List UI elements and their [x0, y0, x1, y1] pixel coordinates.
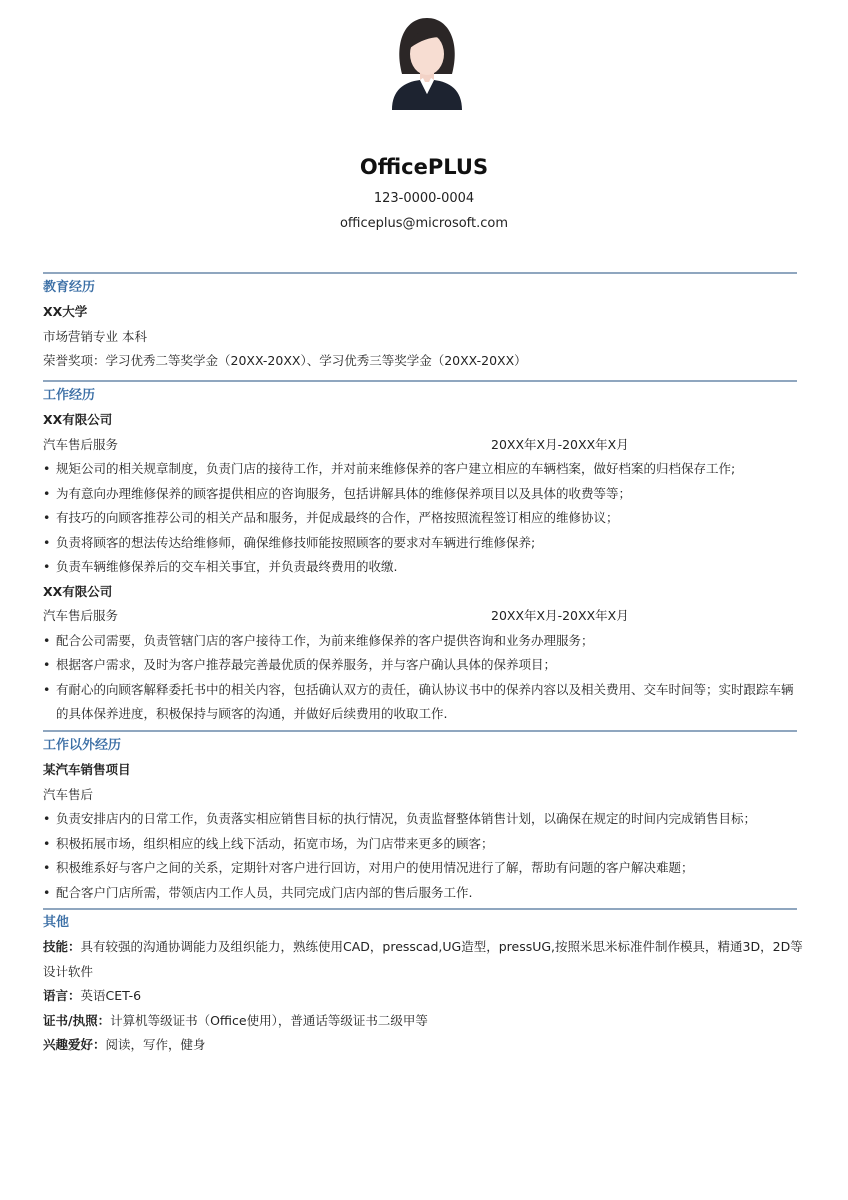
language-label: 语言：: [43, 988, 81, 1003]
section-title-other: 其他: [43, 915, 70, 930]
bullet-item: • 负责车辆维修保养后的交车相关事宜，并负责最终费用的收缴.: [43, 555, 803, 580]
other-section: [43, 911, 803, 1058]
job-date: 20XX年X月-20XX年X月: [491, 436, 629, 452]
certificate-value: 计算机等级证书（Office使用），普通话等级证书二级甲等: [110, 1012, 428, 1028]
section-title-work: 工作经历: [43, 388, 96, 403]
skills-label: 技能：: [43, 939, 81, 954]
certificate-row: [43, 1009, 803, 1034]
bullet-item: • 负责将顾客的想法传达给维修师，确保维修技师能按照顾客的要求对车辆进行维修保养;: [43, 531, 803, 556]
language-value: 英语CET-6: [80, 988, 142, 1003]
section-divider: [43, 272, 797, 274]
hobby-value: 阅读，写作，健身: [105, 1037, 206, 1052]
major: 市场营销专业 本科: [43, 328, 147, 344]
job-role: 汽车售后服务: [43, 436, 119, 452]
bullet-item: • 有耐心的向顾客解释委托书中的相关内容，包括确认双方的责任，确认协议书中的保养内容以及相关费用、交车时间等；实时跟踪车辆的具体保养进度，积极保持与顾客的沟通，并做好后续费用的收取工作.: [43, 678, 802, 727]
bullet-item: • 规矩公司的相关规章制度，负责门店的接待工作，并对前来维修保养的客户建立相应的车辆档案，做好档案的归档保存工作;: [43, 457, 803, 482]
bullet-item: • 积极维系好与客户之间的关系，定期针对客户进行回访，对用户的使用情况进行了解，帮助有问题的客户解决难题；: [43, 856, 803, 881]
hobby-row: [43, 1033, 803, 1058]
honors: 荣誉奖项：学习优秀二等奖学金（20XX-20XX）、学习优秀三等奖学金（20XX-20XX）: [43, 353, 527, 368]
project-name: 某汽车销售项目: [43, 762, 131, 777]
section-title-education: 教育经历: [43, 280, 96, 295]
job-date: 20XX年X月-20XX年X月: [491, 608, 629, 623]
phone-number: 123-0000-0004: [373, 191, 475, 206]
job-role-row: [43, 433, 803, 458]
job-entry: [43, 580, 803, 727]
bullet-item: • 负责安排店内的日常工作，负责落实相应销售目标的执行情况，负责监督整体销售计划，以确保在规定的时间内完成销售目标；: [43, 807, 803, 832]
company-name: XX有限公司: [43, 583, 113, 599]
school-name: XX大学: [43, 304, 88, 319]
section-divider: [43, 730, 797, 732]
section-divider: [43, 380, 797, 382]
section-title-extra: 工作以外经历: [43, 738, 122, 753]
language-row: [43, 984, 803, 1009]
bullet-item: • 配合公司需要，负责管辖门店的客户接待工作，为前来维修保养的客户提供咨询和业务办理服务；: [43, 629, 803, 654]
bullet-item: • 积极拓展市场，组织相应的线上线下活动，拓宽市场，为门店带来更多的顾客；: [43, 832, 803, 857]
skills-row: [43, 935, 805, 984]
bullet-item: • 有技巧的向顾客推荐公司的相关产品和服务，并促成最终的合作，严格按照流程签订相应的维修协议；: [43, 506, 803, 531]
job-entry: [43, 408, 803, 580]
extra-experience-section: [43, 734, 803, 905]
education-section: [43, 276, 803, 374]
avatar: [388, 14, 466, 110]
bullet-item: • 根据客户需求，及时为客户推荐最完善最优质的保养服务，并与客户确认具体的保养项目；: [43, 653, 803, 678]
job-role: 汽车售后服务: [43, 608, 119, 623]
certificate-label: 证书/执照：: [43, 1012, 111, 1028]
skills-value: 具有较强的沟通协调能力及组织能力，熟练使用CAD，presscad,UG造型，pressUG,按照米思米标准件制作模具，精通3D，2D等设计软件: [43, 939, 803, 979]
email-address: officeplus@microsoft.com: [339, 216, 509, 231]
company-name: XX有限公司: [43, 412, 113, 427]
bullet-item: • 配合客户门店所需，带领店内工作人员，共同完成门店内部的售后服务工作.: [43, 881, 803, 906]
project-role: 汽车售后: [43, 786, 94, 802]
hobby-label: 兴趣爱好：: [43, 1037, 106, 1052]
candidate-name: OfficePLUS: [359, 155, 489, 179]
bullet-item: • 为有意向办理维修保养的顾客提供相应的咨询服务，包括讲解具体的维修保养项目以及具体的收费等等；: [43, 482, 803, 507]
job-role-row: [43, 604, 803, 629]
section-divider: [43, 908, 797, 910]
work-section: [43, 384, 803, 727]
